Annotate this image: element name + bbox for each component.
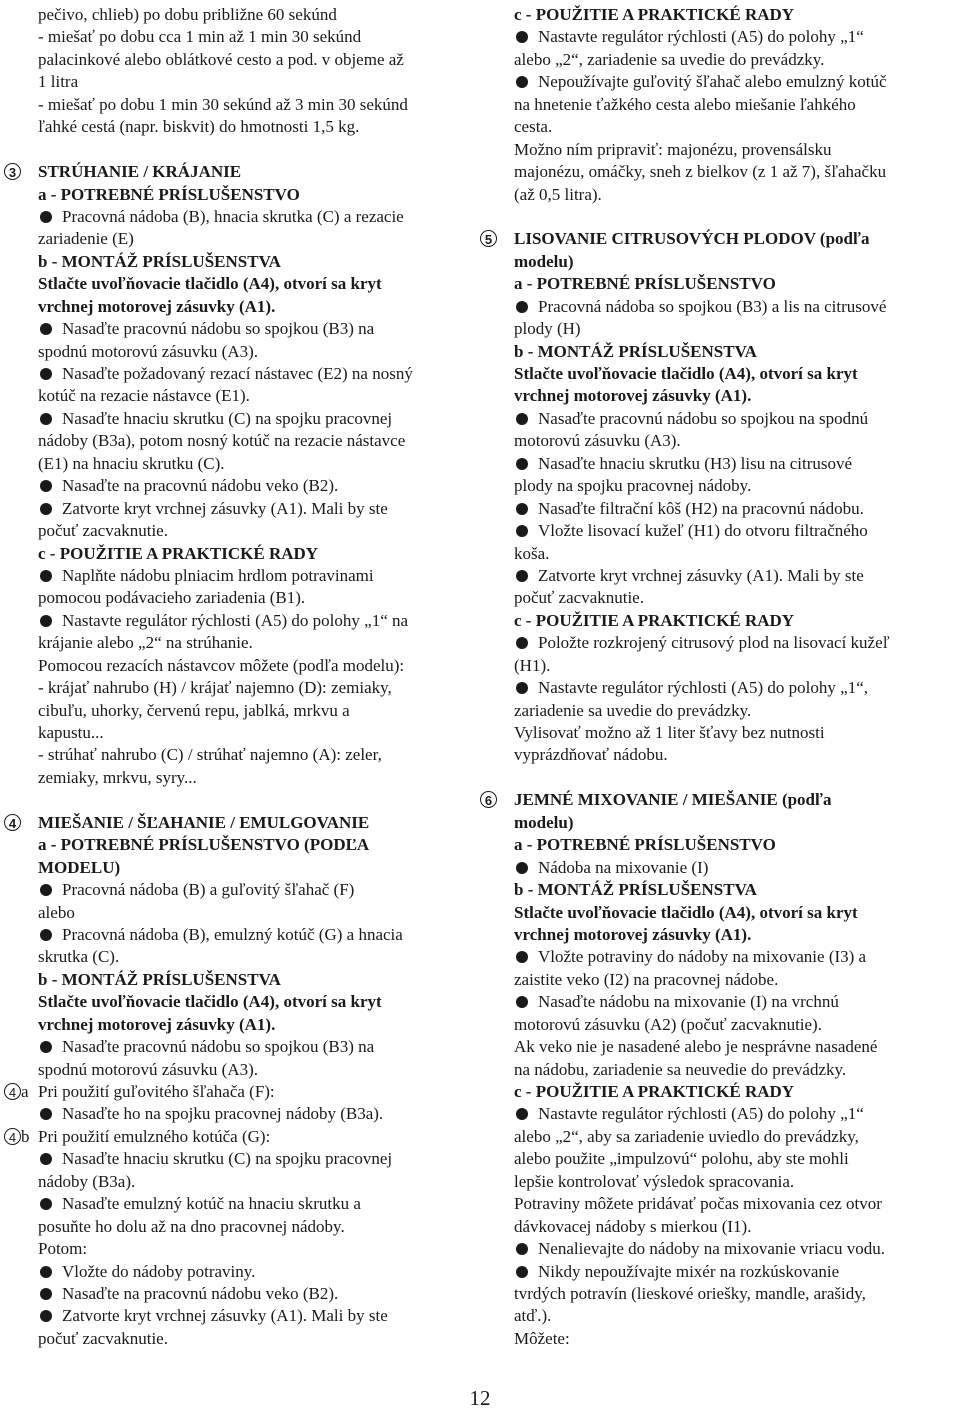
line-text: Nasaďte nádobu na mixovanie (I) na vrchnú bbox=[538, 992, 839, 1012]
line-text: Nastavte regulátor rýchlosti (A5) do polohy „1“ bbox=[538, 1104, 864, 1124]
line-text: Nasaďte na pracovnú nádobu veko (B2). bbox=[62, 1283, 339, 1303]
text-line bbox=[514, 273, 944, 295]
bullet-item bbox=[38, 206, 478, 228]
bullet-item bbox=[514, 1238, 944, 1260]
text-line bbox=[38, 453, 478, 475]
line-text: atď.). bbox=[514, 1306, 552, 1326]
line-text: b - MONTÁŽ PRÍSLUŠENSTVA bbox=[38, 251, 281, 271]
text-line bbox=[514, 700, 944, 722]
line-text: kapustu... bbox=[38, 723, 104, 742]
line-text: Vylisovať možno až 1 liter šťavy bez nutnosti bbox=[514, 723, 825, 742]
line-text: zariadenie (E) bbox=[38, 229, 134, 249]
line-text: c - POUŽITIE A PRAKTICKÉ RADY bbox=[514, 1082, 795, 1101]
bullet-dot-icon bbox=[516, 1243, 528, 1255]
bullet-item bbox=[38, 1283, 478, 1305]
text-line bbox=[514, 1081, 944, 1103]
text-line bbox=[514, 969, 944, 991]
bullet-item bbox=[38, 1036, 478, 1058]
bullet-dot-icon bbox=[516, 301, 528, 313]
text-line bbox=[514, 1059, 944, 1081]
text-line bbox=[514, 655, 944, 677]
text-line bbox=[38, 857, 478, 879]
text-line bbox=[514, 318, 944, 340]
line-text: Nasaďte hnaciu skrutku (C) na spojku pracovnej bbox=[62, 1149, 393, 1169]
bullet-dot-icon bbox=[516, 525, 528, 537]
blank-line bbox=[514, 206, 944, 228]
line-text: - miešať po dobu 1 min 30 sekúnd až 3 min 30 sekúnd bbox=[38, 94, 408, 114]
line-text: vrchnej motorovej zásuvky (A1). bbox=[514, 386, 752, 406]
text-line bbox=[38, 341, 478, 363]
text-line bbox=[514, 1126, 944, 1148]
text-line bbox=[514, 94, 944, 116]
section-number-badge: 4 bbox=[4, 1128, 21, 1145]
text-line bbox=[38, 520, 478, 542]
bullet-item bbox=[38, 408, 478, 430]
line-text: motorovú zásuvku (A3). bbox=[514, 431, 681, 451]
text-line bbox=[38, 1238, 478, 1260]
line-text: vrchnej motorovej zásuvky (A1). bbox=[514, 924, 752, 944]
line-text: tvrdých potravín (lieskové oriešky, mandle, arašidy, bbox=[514, 1283, 866, 1303]
text-line bbox=[514, 1014, 944, 1036]
bullet-item bbox=[514, 946, 944, 968]
line-text: Zatvorte kryt vrchnej zásuvky (A1). Mali by ste bbox=[62, 1306, 388, 1326]
text-line bbox=[38, 834, 478, 856]
text-line bbox=[38, 71, 478, 93]
text-line bbox=[38, 902, 478, 924]
line-text: koša. bbox=[514, 543, 550, 563]
line-text: Nastavte regulátor rýchlosti (A5) do polohy „1“ na bbox=[62, 610, 409, 630]
line-text: (H1). bbox=[514, 655, 551, 675]
text-line bbox=[38, 26, 478, 48]
right-column bbox=[484, 4, 944, 1350]
bullet-dot-icon bbox=[40, 1288, 52, 1300]
line-text: počuť zacvaknutie. bbox=[514, 588, 644, 608]
line-text: Nasaďte ho na spojku pracovnej nádoby (B3a). bbox=[62, 1104, 384, 1124]
section-heading bbox=[8, 812, 478, 834]
line-text: plody (H) bbox=[514, 319, 581, 339]
line-text: lepšie kontrolovať výsledok spracovania. bbox=[514, 1171, 795, 1191]
text-line bbox=[38, 184, 478, 206]
line-text: JEMNÉ MIXOVANIE / MIEŠANIE (podľa bbox=[514, 790, 832, 810]
text-line bbox=[38, 116, 478, 138]
text-line bbox=[38, 1059, 478, 1081]
text-line bbox=[514, 1036, 944, 1058]
bullet-dot-icon bbox=[516, 637, 528, 649]
text-line bbox=[38, 228, 478, 250]
bullet-item bbox=[38, 879, 478, 901]
line-text: na nádobu, zariadenie sa neuvedie do prevádzky. bbox=[514, 1059, 847, 1079]
bullet-item bbox=[514, 296, 944, 318]
bullet-dot-icon bbox=[516, 31, 528, 43]
bullet-dot-icon bbox=[40, 929, 52, 941]
section-number-badge: 6 bbox=[480, 791, 497, 808]
line-text: zemiaky, mrkvu, syry... bbox=[38, 767, 197, 787]
text-line bbox=[38, 946, 478, 968]
line-text: - miešať po dobu cca 1 min až 1 min 30 sekúnd bbox=[38, 27, 362, 47]
bullet-item bbox=[38, 565, 478, 587]
text-line bbox=[514, 4, 944, 26]
bullet-dot-icon bbox=[40, 368, 52, 380]
text-line bbox=[514, 49, 944, 71]
text-line bbox=[38, 969, 478, 991]
text-line bbox=[38, 744, 478, 766]
blank-line bbox=[38, 139, 478, 161]
bullet-item bbox=[38, 924, 478, 946]
line-text: STRÚHANIE / KRÁJANIE bbox=[38, 162, 242, 182]
bullet-dot-icon bbox=[516, 682, 528, 694]
bullet-item bbox=[38, 1305, 478, 1327]
bullet-dot-icon bbox=[516, 862, 528, 874]
line-text: vyprázdňovať nádobu. bbox=[514, 745, 668, 765]
line-text: Pri použití emulzného kotúča (G): bbox=[38, 1126, 271, 1146]
line-text: Pracovná nádoba so spojkou (B3) a lis na citrusové bbox=[538, 296, 887, 316]
section-heading bbox=[8, 1081, 478, 1103]
bullet-dot-icon bbox=[516, 996, 528, 1008]
text-line bbox=[514, 1216, 944, 1238]
text-line bbox=[514, 251, 944, 273]
line-text: (E1) na hnaciu skrutku (C). bbox=[38, 453, 225, 473]
text-line bbox=[514, 834, 944, 856]
line-text: zariadenie sa uvedie do prevádzky. bbox=[514, 700, 752, 720]
line-text: Môžete: bbox=[514, 1328, 570, 1348]
bullet-dot-icon bbox=[40, 323, 52, 335]
line-text: Nastavte regulátor rýchlosti (A5) do polohy „1“, bbox=[538, 678, 868, 698]
text-line bbox=[38, 1014, 478, 1036]
line-text: (až 0,5 litra). bbox=[514, 184, 602, 204]
line-text: ľahké cestá (napr. biskvit) do hmotnosti 1,5 kg. bbox=[38, 117, 360, 137]
bullet-dot-icon bbox=[40, 480, 52, 492]
line-text: Nádoba na mixovanie (I) bbox=[538, 857, 709, 877]
bullet-dot-icon bbox=[516, 458, 528, 470]
bullet-dot-icon bbox=[516, 503, 528, 515]
line-text: b - MONTÁŽ PRÍSLUŠENSTVA bbox=[514, 341, 757, 361]
text-line bbox=[514, 902, 944, 924]
line-text: spodnú motorovú zásuvku (A3). bbox=[38, 1059, 259, 1079]
line-text: vrchnej motorovej zásuvky (A1). bbox=[38, 296, 276, 316]
bullet-item bbox=[38, 363, 478, 385]
text-line bbox=[514, 587, 944, 609]
line-text: spodnú motorovú zásuvku (A3). bbox=[38, 341, 259, 361]
text-line bbox=[514, 812, 944, 834]
text-line bbox=[514, 116, 944, 138]
text-line bbox=[514, 1283, 944, 1305]
bullet-item bbox=[38, 610, 478, 632]
line-text: cibuľu, uhorky, červenú repu, jablká, mrkvu a bbox=[38, 700, 350, 720]
line-text: alebo „2“, aby sa zariadenie uviedlo do prevádzky, bbox=[514, 1126, 859, 1146]
bullet-item bbox=[38, 318, 478, 340]
bullet-item bbox=[514, 565, 944, 587]
text-line bbox=[38, 296, 478, 318]
line-text: Nasaďte filtrační kôš (H2) na pracovnú nádobu. bbox=[538, 498, 864, 518]
text-line bbox=[38, 587, 478, 609]
bullet-item bbox=[38, 1261, 478, 1283]
line-text: na hnetenie ťažkého cesta alebo miešanie ľahkého bbox=[514, 94, 856, 114]
text-line bbox=[38, 767, 478, 789]
line-text: - strúhať nahrubo (C) / strúhať najemno (A): zeler, bbox=[38, 745, 382, 765]
text-line bbox=[514, 161, 944, 183]
text-line bbox=[38, 385, 478, 407]
bullet-dot-icon bbox=[40, 884, 52, 896]
bullet-dot-icon bbox=[40, 1198, 52, 1210]
bullet-item bbox=[38, 1193, 478, 1215]
bullet-dot-icon bbox=[516, 1108, 528, 1120]
line-text: b - MONTÁŽ PRÍSLUŠENSTVA bbox=[514, 880, 757, 900]
bullet-dot-icon bbox=[40, 570, 52, 582]
line-text: palacinkové alebo oblátkové cesto a pod. v objeme až bbox=[38, 49, 404, 69]
line-text: majonézu, omáčky, sneh z bielkov (z 1 až 7), šľahačku bbox=[514, 162, 887, 182]
line-text: Zatvorte kryt vrchnej zásuvky (A1). Mali by ste bbox=[538, 565, 864, 585]
text-line bbox=[514, 341, 944, 363]
bullet-item bbox=[38, 475, 478, 497]
line-text: Nikdy nepoužívajte mixér na rozkúskovanie bbox=[538, 1261, 840, 1281]
line-text: Pri použití guľovitého šľahača (F): bbox=[38, 1082, 275, 1101]
line-text: Nasaďte pracovnú nádobu so spojkou (B3) na bbox=[62, 1037, 375, 1057]
bullet-item bbox=[38, 498, 478, 520]
line-text: a - POTREBNÉ PRÍSLUŠENSTVO bbox=[514, 835, 776, 855]
bullet-item bbox=[514, 71, 944, 93]
bullet-dot-icon bbox=[516, 76, 528, 88]
line-text: nádoby (B3a), potom nosný kotúč na rezacie nástavce bbox=[38, 431, 406, 451]
text-line bbox=[38, 677, 478, 699]
line-text: Nastavte regulátor rýchlosti (A5) do polohy „1“ bbox=[538, 27, 864, 47]
text-line bbox=[38, 4, 478, 26]
text-line bbox=[514, 184, 944, 206]
text-line bbox=[514, 744, 944, 766]
text-line bbox=[514, 722, 944, 744]
line-text: modelu) bbox=[514, 812, 574, 832]
section-heading bbox=[484, 228, 944, 250]
line-text: Nepoužívajte guľovitý šľahač alebo emulzný kotúč bbox=[538, 72, 887, 92]
section-heading bbox=[484, 789, 944, 811]
section-number-badge: 4 bbox=[4, 814, 21, 831]
text-line bbox=[514, 139, 944, 161]
bullet-item bbox=[514, 1103, 944, 1125]
text-line bbox=[38, 1328, 478, 1350]
bullet-dot-icon bbox=[40, 1266, 52, 1278]
text-line bbox=[514, 430, 944, 452]
text-line bbox=[514, 1305, 944, 1327]
section-number-badge: 3 bbox=[4, 163, 21, 180]
line-text: alebo „2“, zariadenie sa uvedie do prevádzky. bbox=[514, 49, 825, 69]
bullet-item bbox=[514, 857, 944, 879]
text-line bbox=[38, 632, 478, 654]
bullet-dot-icon bbox=[40, 1310, 52, 1322]
line-text: Nasaďte emulzný kotúč na hnaciu skrutku a bbox=[62, 1194, 361, 1214]
line-text: pečivo, chlieb) po dobu približne 60 sekúnd bbox=[38, 5, 337, 24]
bullet-dot-icon bbox=[516, 413, 528, 425]
line-text: MODELU) bbox=[38, 857, 121, 877]
line-text: Nasaďte pracovnú nádobu so spojkou na spodnú bbox=[538, 408, 869, 428]
line-text: Potom: bbox=[38, 1239, 88, 1259]
line-text: Nasaďte požadovaný rezací nástavec (E2) na nosný bbox=[62, 364, 413, 383]
line-text: kotúč na rezacie nástavce (E1). bbox=[38, 386, 250, 406]
line-text: Pracovná nádoba (B), emulzný kotúč (G) a hnacia bbox=[62, 924, 403, 944]
bullet-dot-icon bbox=[40, 615, 52, 627]
bullet-item bbox=[514, 408, 944, 430]
bullet-item bbox=[514, 991, 944, 1013]
line-text: Naplňte nádobu plniacim hrdlom potravinami bbox=[62, 565, 374, 585]
line-text: a - POTREBNÉ PRÍSLUŠENSTVO bbox=[38, 184, 300, 204]
line-text: 1 litra bbox=[38, 72, 79, 92]
bullet-dot-icon bbox=[516, 951, 528, 963]
bullet-item bbox=[514, 26, 944, 48]
bullet-dot-icon bbox=[40, 1108, 52, 1120]
line-text: dávkovacej nádoby s mierkou (I1). bbox=[514, 1216, 752, 1236]
text-line bbox=[514, 924, 944, 946]
section-sub-letter: b bbox=[21, 1126, 30, 1146]
section-heading bbox=[8, 1126, 478, 1148]
line-text: Potraviny môžete pridávať počas mixovania cez otvor bbox=[514, 1194, 882, 1214]
line-text: zaistite veko (I2) na pracovnej nádobe. bbox=[514, 969, 779, 989]
line-text: Pomocou rezacích nástavcov môžete (podľa modelu): bbox=[38, 655, 405, 675]
text-line bbox=[514, 385, 944, 407]
bullet-item bbox=[38, 1148, 478, 1170]
bullet-dot-icon bbox=[516, 1266, 528, 1278]
line-text: Zatvorte kryt vrchnej zásuvky (A1). Mali by ste bbox=[62, 498, 388, 518]
line-text: Nasaďte hnaciu skrutku (C) na spojku pracovnej bbox=[62, 408, 393, 428]
text-line bbox=[38, 1216, 478, 1238]
bullet-dot-icon bbox=[40, 503, 52, 515]
line-text: vrchnej motorovej zásuvky (A1). bbox=[38, 1014, 276, 1034]
line-text: Stlačte uvoľňovacie tlačidlo (A4), otvorí sa kryt bbox=[38, 274, 382, 294]
section-heading bbox=[8, 161, 478, 183]
line-text: Nasaďte na pracovnú nádobu veko (B2). bbox=[62, 476, 339, 496]
text-line bbox=[38, 430, 478, 452]
bullet-item bbox=[514, 520, 944, 542]
section-number-badge: 4 bbox=[4, 1083, 21, 1100]
line-text: a - POTREBNÉ PRÍSLUŠENSTVO bbox=[514, 274, 776, 294]
bullet-dot-icon bbox=[40, 1041, 52, 1053]
bullet-dot-icon bbox=[40, 413, 52, 425]
line-text: c - POUŽITIE A PRAKTICKÉ RADY bbox=[514, 5, 795, 24]
bullet-item bbox=[514, 498, 944, 520]
line-text: cesta. bbox=[514, 117, 553, 137]
text-line bbox=[38, 94, 478, 116]
text-line bbox=[38, 991, 478, 1013]
bullet-item bbox=[514, 1261, 944, 1283]
bullet-item bbox=[514, 632, 944, 654]
line-text: plody na spojku pracovnej nádoby. bbox=[514, 476, 752, 496]
line-text: Vložte potraviny do nádoby na mixovanie (I3) a bbox=[538, 947, 867, 967]
text-line bbox=[514, 1328, 944, 1350]
line-text: LISOVANIE CITRUSOVÝCH PLODOV (podľa bbox=[514, 229, 870, 249]
line-text: - krájať nahrubo (H) / krájať najemno (D): zemiaky, bbox=[38, 678, 392, 698]
line-text: alebo bbox=[38, 902, 75, 922]
blank-line bbox=[514, 767, 944, 789]
line-text: Pracovná nádoba (B), hnacia skrutka (C) a rezacie bbox=[62, 206, 404, 226]
line-text: počuť zacvaknutie. bbox=[38, 521, 168, 541]
left-column bbox=[8, 4, 478, 1350]
line-text: motorovú zásuvku (A2) (počuť zacvaknutie). bbox=[514, 1014, 822, 1034]
line-text: Nenalievajte do nádoby na mixovanie vriacu vodu. bbox=[538, 1239, 885, 1259]
line-text: Stlačte uvoľňovacie tlačidlo (A4), otvorí sa kryt bbox=[514, 902, 858, 922]
line-text: Nasaďte pracovnú nádobu so spojkou (B3) na bbox=[62, 319, 375, 339]
line-text: modelu) bbox=[514, 251, 574, 271]
text-line bbox=[514, 610, 944, 632]
section-number-badge: 5 bbox=[480, 230, 497, 247]
line-text: Vložte lisovací kužeľ (H1) do otvoru filtračného bbox=[538, 521, 868, 541]
page-number: 12 bbox=[469, 1386, 491, 1410]
line-text: MIEŠANIE / ŠĽAHANIE / EMULGOVANIE bbox=[38, 812, 370, 832]
text-line bbox=[38, 1171, 478, 1193]
line-text: Stlačte uvoľňovacie tlačidlo (A4), otvorí sa kryt bbox=[38, 992, 382, 1012]
line-text: Stlačte uvoľňovacie tlačidlo (A4), otvorí sa kryt bbox=[514, 364, 858, 383]
line-text: Pracovná nádoba (B) a guľovitý šľahač (F) bbox=[62, 880, 355, 900]
text-line bbox=[514, 879, 944, 901]
text-line bbox=[514, 363, 944, 385]
text-line bbox=[514, 475, 944, 497]
bullet-dot-icon bbox=[516, 570, 528, 582]
line-text: nádoby (B3a). bbox=[38, 1171, 136, 1191]
text-line bbox=[38, 49, 478, 71]
bullet-item bbox=[514, 453, 944, 475]
bullet-item bbox=[514, 677, 944, 699]
line-text: Ak veko nie je nasadené alebo je nesprávne nasadené bbox=[514, 1037, 878, 1057]
text-line bbox=[38, 700, 478, 722]
line-text: pomocou podávacieho zariadenia (B1). bbox=[38, 588, 306, 608]
line-text: Položte rozkrojený citrusový plod na lisovací kužeľ bbox=[538, 633, 890, 653]
line-text: posuňte ho dolu až na dno pracovnej nádoby. bbox=[38, 1216, 345, 1236]
text-line bbox=[38, 251, 478, 273]
text-line bbox=[514, 543, 944, 565]
section-sub-letter: a bbox=[21, 1082, 29, 1101]
line-text: Vložte do nádoby potraviny. bbox=[62, 1261, 256, 1281]
text-line bbox=[38, 273, 478, 295]
line-text: c - POUŽITIE A PRAKTICKÉ RADY bbox=[38, 543, 319, 563]
bullet-item bbox=[38, 1103, 478, 1125]
text-line bbox=[514, 1148, 944, 1170]
blank-line bbox=[38, 789, 478, 811]
text-line bbox=[38, 543, 478, 565]
text-line bbox=[38, 655, 478, 677]
line-text: a - POTREBNÉ PRÍSLUŠENSTVO (PODĽA bbox=[38, 835, 370, 855]
line-text: Nasaďte hnaciu skrutku (H3) lisu na citrusové bbox=[538, 453, 853, 473]
line-text: počuť zacvaknutie. bbox=[38, 1328, 168, 1348]
text-line bbox=[38, 722, 478, 744]
text-line bbox=[514, 1193, 944, 1215]
bullet-dot-icon bbox=[40, 1153, 52, 1165]
line-text: Možno ním pripraviť: majonézu, provensálsku bbox=[514, 139, 832, 159]
line-text: krájanie alebo „2“ na strúhanie. bbox=[38, 633, 253, 653]
line-text: skrutka (C). bbox=[38, 947, 120, 967]
bullet-dot-icon bbox=[40, 211, 52, 223]
line-text: b - MONTÁŽ PRÍSLUŠENSTVA bbox=[38, 969, 281, 989]
text-line bbox=[514, 1171, 944, 1193]
line-text: c - POUŽITIE A PRAKTICKÉ RADY bbox=[514, 610, 795, 630]
line-text: alebo použite „impulzovú“ polohu, aby ste mohli bbox=[514, 1149, 849, 1169]
